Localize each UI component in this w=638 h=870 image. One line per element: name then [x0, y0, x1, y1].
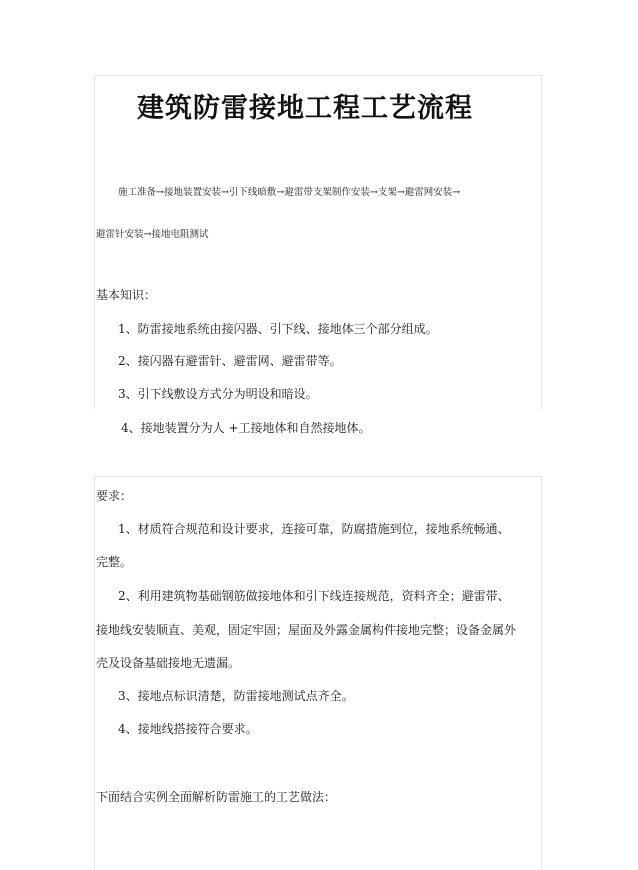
req-item-2-line-1: 2、利用建筑物基础钢筋做接地体和引下线连接规范，资料齐全；避雷带、: [118, 589, 510, 603]
closing-paragraph: 下面结合实例全面解析防雷施工的工艺做法：: [96, 790, 337, 804]
req-item-1-line-2: 完整。: [96, 555, 133, 569]
req-item-2-line-2: 接地线安装顺直、美观，固定牢固；屋面及外露金属构件接地完整；设备金属外: [96, 623, 517, 637]
req-item-3: 3、接地点标识清楚，防雷接地测试点齐全。: [118, 689, 354, 703]
border-right-bottom: [541, 476, 542, 870]
basic-item-3: 3、引下线敷设方式分为明设和暗设。: [118, 387, 318, 401]
border-left-top: [94, 75, 95, 409]
req-item-1-line-1: 1、材质符合规范和设计要求，连接可靠，防腐措施到位，接地系统畅通、: [118, 522, 510, 536]
req-item-4: 4、接地线搭接符合要求。: [118, 722, 258, 736]
border-mid: [94, 476, 542, 477]
page-title: 建筑防雷接地工程工艺流程: [137, 93, 473, 124]
basic-item-2: 2、接闪器有避雷针、避雷网、避雷带等。: [118, 354, 342, 368]
border-left-bottom: [94, 476, 95, 870]
border-top: [94, 75, 542, 76]
basic-item-1: 1、防雷接地系统由接闪器、引下线、接地体三个部分组成。: [118, 322, 438, 336]
flow-line-2: 避雷针安装→接地电阻测试: [96, 229, 209, 240]
requirements-heading: 要求：: [96, 489, 133, 503]
border-right-top: [541, 75, 542, 409]
flow-line-1: 施工准备→接地装置安装→引下线暗敷→避雷带支架制作安装→支架→避雷网安装→: [118, 187, 461, 198]
basic-item-4: 4、接地装置分为人 +工接地体和自然接地体。: [121, 421, 371, 435]
req-item-2-line-3: 壳及设备基础接地无遗漏。: [96, 656, 241, 670]
basic-heading: 基本知识：: [96, 288, 157, 302]
